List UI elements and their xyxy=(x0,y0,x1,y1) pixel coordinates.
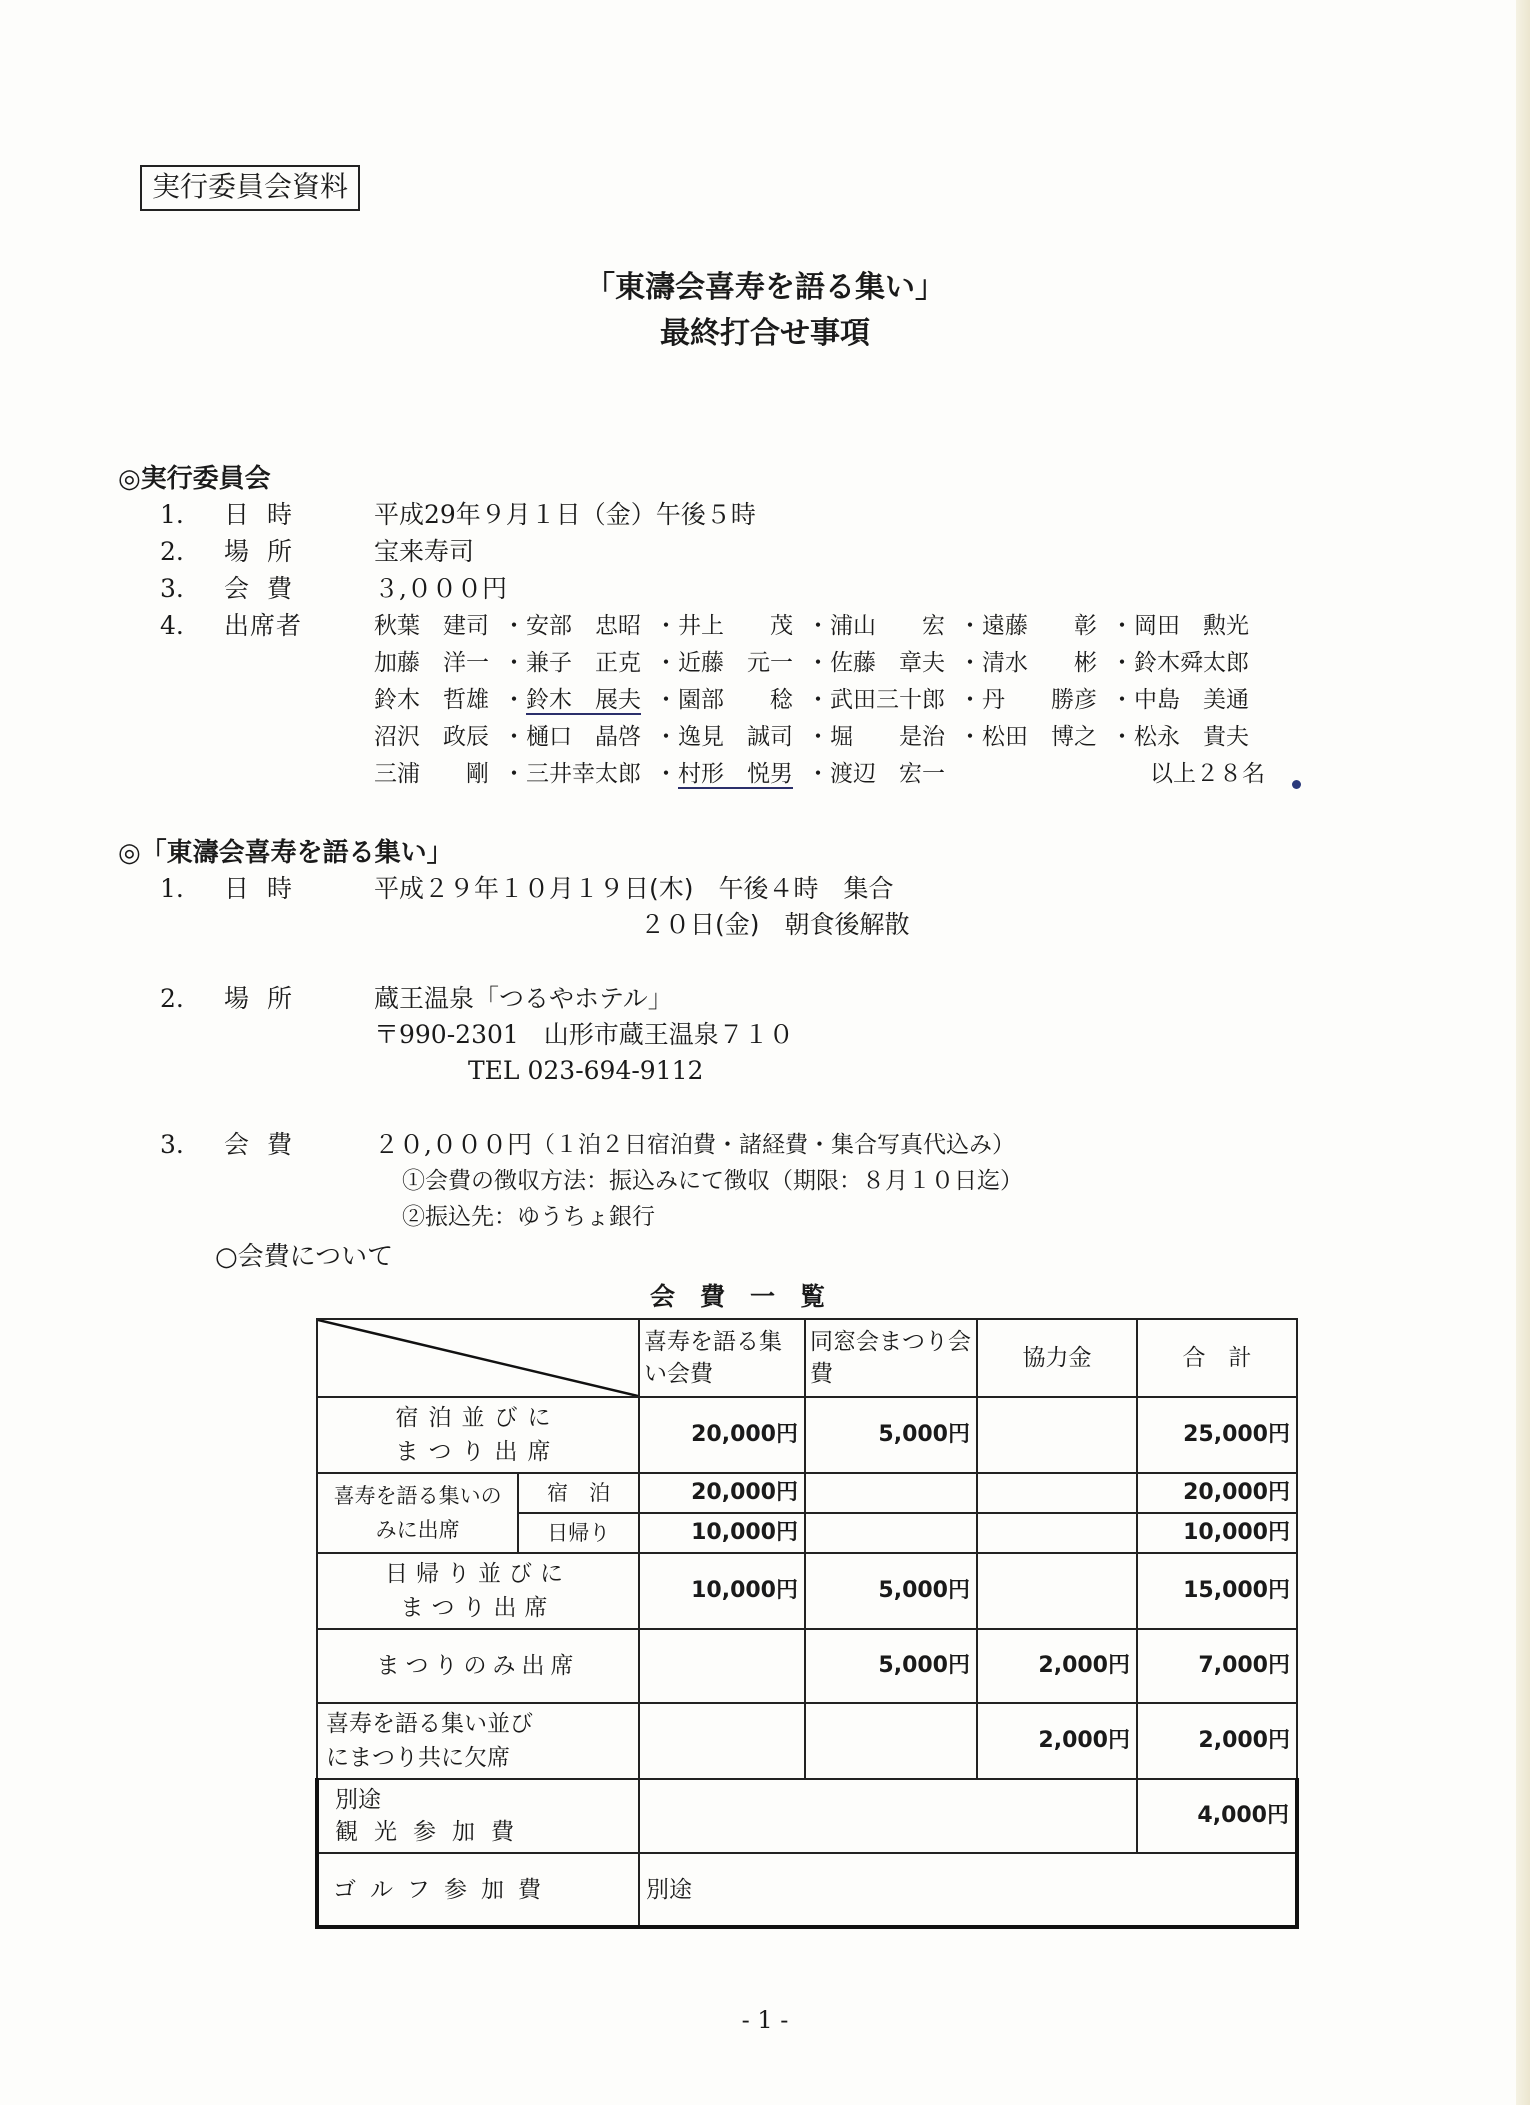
attendee-name: 樋口 晶啓 xyxy=(526,724,641,750)
fee-table xyxy=(315,1318,1299,1929)
attendee-name: 安部 忠昭 xyxy=(526,613,641,639)
matsuri-amount: 5,000円 xyxy=(805,1553,977,1629)
gathering-datetime xyxy=(160,872,894,906)
diagonal-header-cell xyxy=(317,1319,639,1397)
row-label-line: まつり出席 xyxy=(395,1439,561,1465)
kyoryoku-amount: 2,000円 xyxy=(977,1629,1137,1703)
attendee-name: 園部 稔 xyxy=(678,687,793,713)
sightseeing-label xyxy=(317,1779,639,1853)
attendee-row xyxy=(374,756,1262,793)
item-number: 3. xyxy=(160,574,184,603)
table-row xyxy=(317,1703,1297,1779)
row-sub-label: 宿 泊 xyxy=(518,1473,639,1513)
attendee-name: 清水 彬 xyxy=(982,650,1097,676)
table-row xyxy=(317,1397,1297,1473)
name-separator: ・ xyxy=(654,687,678,713)
row-label-line: にまつり共に欠席 xyxy=(326,1745,510,1771)
name-separator: ・ xyxy=(958,613,982,639)
item-key: 出席者 xyxy=(224,611,303,640)
venue-name: 蔵王温泉「つるやホテル」 xyxy=(374,984,673,1013)
attendee-name: 浦山 宏 xyxy=(830,613,945,639)
sightseeing-amount: 4,000円 xyxy=(1137,1779,1297,1853)
committee-datetime xyxy=(160,498,756,532)
attendee-name: 武田三十郎 xyxy=(830,687,945,713)
committee-attendees-label xyxy=(160,609,374,643)
diagonal-line xyxy=(318,1320,638,1396)
row-label-line: 喜寿を語る集い並び xyxy=(326,1711,533,1737)
name-separator: ・ xyxy=(1110,613,1134,639)
kiju-amount: 20,000円 xyxy=(639,1473,805,1513)
attendee-name: 鈴木舜太郎 xyxy=(1134,650,1249,676)
attendee-name: 松永 貴夫 xyxy=(1134,724,1249,750)
header-matsuri: 同窓会まつり会費 xyxy=(805,1319,977,1397)
attendee-name: 三浦 剛 xyxy=(374,761,489,787)
total-amount: 15,000円 xyxy=(1137,1553,1297,1629)
attendee-name: 沼沢 政辰 xyxy=(374,724,489,750)
attendee-name: 加藤 洋一 xyxy=(374,650,489,676)
item-key: 日時 xyxy=(224,874,311,903)
item-value: ３,０００円 xyxy=(374,574,507,603)
attendee-row xyxy=(374,719,1262,756)
attendee-name: 渡辺 宏一 xyxy=(830,761,945,787)
gathering-place xyxy=(160,982,673,1016)
item-value: 宝来寿司 xyxy=(374,537,475,566)
total-amount: 2,000円 xyxy=(1137,1703,1297,1779)
golf-value: 別途 xyxy=(639,1853,1297,1927)
name-separator: ・ xyxy=(502,761,526,787)
page-number: - 1 - xyxy=(741,2006,789,2034)
name-separator: ・ xyxy=(502,724,526,750)
fee-note: （１泊２日宿泊費・諸経費・集合写真代込み） xyxy=(531,1132,1015,1158)
name-separator: ・ xyxy=(502,613,526,639)
kyoryoku-amount: 2,000円 xyxy=(977,1703,1137,1779)
attendee-row xyxy=(374,608,1262,645)
attendee-name: 松田 博之 xyxy=(982,724,1097,750)
header-total: 合 計 xyxy=(1137,1319,1297,1397)
golf-row xyxy=(317,1853,1297,1927)
row-label-line: まつりのみ出席 xyxy=(376,1653,580,1679)
name-separator: ・ xyxy=(958,724,982,750)
golf-label: ゴルフ参加費 xyxy=(317,1853,639,1927)
kiju-amount xyxy=(639,1703,805,1779)
attendee-name: 逸見 誠司 xyxy=(678,724,793,750)
name-separator: ・ xyxy=(806,613,830,639)
row-label-line: まつり出席 xyxy=(400,1595,556,1621)
matsuri-amount xyxy=(805,1703,977,1779)
kyoryoku-amount xyxy=(977,1553,1137,1629)
item-key: 会費 xyxy=(224,574,311,603)
attendee-name: 佐藤 章夫 xyxy=(830,650,945,676)
attendee-name: 鈴木 展夫 xyxy=(526,687,641,713)
matsuri-amount: 5,000円 xyxy=(805,1629,977,1703)
item-key: 日時 xyxy=(224,500,311,529)
name-separator: ・ xyxy=(806,761,830,787)
attendee-total: 以上２８名 xyxy=(1150,761,1265,787)
name-separator: ・ xyxy=(654,650,678,676)
attendee-name: 堀 是治 xyxy=(830,724,945,750)
name-separator: ・ xyxy=(806,724,830,750)
attendee-name: 中島 美通 xyxy=(1134,687,1249,713)
table-row xyxy=(317,1629,1297,1703)
name-separator: ・ xyxy=(806,687,830,713)
total-amount: 20,000円 xyxy=(1137,1473,1297,1513)
name-separator: ・ xyxy=(1110,687,1134,713)
name-separator: ・ xyxy=(806,650,830,676)
total-amount: 10,000円 xyxy=(1137,1513,1297,1553)
row-label xyxy=(317,1553,639,1629)
kiju-amount: 10,000円 xyxy=(639,1513,805,1553)
item-number: 1. xyxy=(160,500,184,529)
total-amount: 7,000円 xyxy=(1137,1629,1297,1703)
row-group-label: 喜寿を語る集いのみに出席 xyxy=(317,1473,518,1553)
document-label-box: 実行委員会資料 xyxy=(140,165,360,211)
sightseeing-name: 観光参加費 xyxy=(335,1819,530,1845)
table-row xyxy=(317,1553,1297,1629)
pen-mark xyxy=(1292,780,1301,789)
total-amount: 25,000円 xyxy=(1137,1397,1297,1473)
document-title: 「東濤会喜寿を語る集い」 xyxy=(585,270,945,305)
gathering-heading: ◎「東濤会喜寿を語る集い」 xyxy=(118,838,453,868)
attendee-list xyxy=(374,608,1262,793)
header-kyoryoku: 協力金 xyxy=(977,1319,1137,1397)
kiju-amount: 10,000円 xyxy=(639,1553,805,1629)
item-key: 会費 xyxy=(224,1130,311,1159)
venue-tel: TEL 023-694-9112 xyxy=(468,1056,704,1085)
venue-address: 〒990-2301 山形市蔵王温泉７１０ xyxy=(374,1020,794,1049)
attendee-name: 三井幸太郎 xyxy=(526,761,641,787)
name-separator: ・ xyxy=(1110,724,1134,750)
name-separator: ・ xyxy=(958,687,982,713)
item-key: 場所 xyxy=(224,537,311,566)
item-key: 場所 xyxy=(224,984,311,1013)
attendee-name: 兼子 正克 xyxy=(526,650,641,676)
name-separator: ・ xyxy=(958,650,982,676)
attendee-name: 遠藤 彰 xyxy=(982,613,1097,639)
matsuri-amount: 5,000円 xyxy=(805,1397,977,1473)
attendee-name: 井上 茂 xyxy=(678,613,793,639)
attendee-name: 鈴木 哲雄 xyxy=(374,687,489,713)
sightseeing-empty xyxy=(639,1779,1137,1853)
gathering-fee xyxy=(160,1128,1015,1162)
fee-table-header-row xyxy=(317,1319,1297,1397)
attendee-row xyxy=(374,682,1262,719)
kiju-amount xyxy=(639,1629,805,1703)
fee-table-caption: 会 費 一 覧 xyxy=(650,1282,826,1311)
committee-place xyxy=(160,535,474,569)
name-separator: ・ xyxy=(1110,650,1134,676)
row-label-line: 宿泊並びに xyxy=(395,1405,561,1431)
item-number: 4. xyxy=(160,611,184,640)
kyoryoku-amount xyxy=(977,1397,1137,1473)
item-number: 2. xyxy=(160,537,184,566)
kyoryoku-amount xyxy=(977,1473,1137,1513)
name-separator: ・ xyxy=(502,687,526,713)
attendee-name: 岡田 勲光 xyxy=(1134,613,1249,639)
row-sub-label: 日帰り xyxy=(518,1513,639,1553)
committee-heading: ◎実行委員会 xyxy=(118,464,271,494)
sightseeing-prefix: 別途 xyxy=(335,1787,381,1813)
header-kiju: 喜寿を語る集い会費 xyxy=(639,1319,805,1397)
row-label-line: 日帰り並びに xyxy=(385,1561,571,1587)
table-row xyxy=(317,1473,1297,1513)
item-number: 3. xyxy=(160,1130,184,1159)
row-label xyxy=(317,1629,639,1703)
row-label xyxy=(317,1397,639,1473)
kiju-amount: 20,000円 xyxy=(639,1397,805,1473)
item-number: 1. xyxy=(160,874,184,903)
document-subtitle: 最終打合せ事項 xyxy=(660,316,870,351)
item-value: 平成29年９月１日（金）午後５時 xyxy=(374,500,756,529)
name-separator: ・ xyxy=(654,724,678,750)
name-separator: ・ xyxy=(502,650,526,676)
attendee-name: 村形 悦男 xyxy=(678,761,793,787)
fee-amount: ２０,０００円 xyxy=(374,1130,532,1159)
attendee-name: 秋葉 建司 xyxy=(374,613,489,639)
attendee-name: 近藤 元一 xyxy=(678,650,793,676)
matsuri-amount xyxy=(805,1473,977,1513)
kyoryoku-amount xyxy=(977,1513,1137,1553)
sightseeing-row xyxy=(317,1779,1297,1853)
row-label xyxy=(317,1703,639,1779)
committee-fee xyxy=(160,572,507,606)
attendee-name: 丹 勝彦 xyxy=(982,687,1097,713)
name-separator: ・ xyxy=(654,613,678,639)
matsuri-amount xyxy=(805,1513,977,1553)
fee-method: ①会費の徴収方法：振込みにて徴収（期限：８月１０日迄） xyxy=(402,1168,1023,1194)
name-separator: ・ xyxy=(654,761,678,787)
item-number: 2. xyxy=(160,984,184,1013)
attendee-row xyxy=(374,645,1262,682)
gathering-datetime-line1: 平成２９年１０月１９日(木) 午後４時 集合 xyxy=(374,874,894,903)
gathering-datetime-line2: ２０日(金) 朝食後解散 xyxy=(640,910,910,939)
fee-bank: ②振込先：ゆうちょ銀行 xyxy=(402,1204,655,1230)
fee-about-heading: ○会費について xyxy=(215,1242,394,1272)
